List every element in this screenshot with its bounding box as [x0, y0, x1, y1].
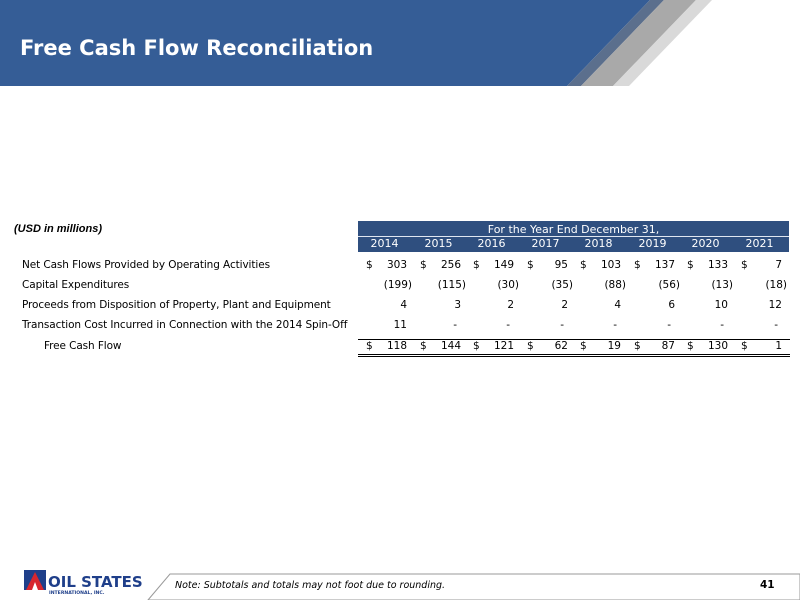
cell-value: (56): [658, 279, 680, 291]
cell-value: 121: [493, 340, 514, 352]
units-label: (USD in millions): [14, 223, 102, 235]
table-cell: [420, 259, 465, 275]
cell-value: 87: [661, 340, 675, 352]
table-cell: [741, 299, 786, 315]
cell-value: (30): [497, 279, 519, 291]
cell-value: 3: [454, 299, 461, 311]
header-banner: [0, 0, 800, 86]
cell-value: 256: [440, 259, 461, 271]
row-label: Free Cash Flow: [44, 340, 122, 352]
table-cell: [366, 299, 411, 315]
page-number: 41: [760, 579, 775, 591]
table-cell: [527, 319, 572, 335]
year-header-row: [358, 237, 789, 250]
page-title: Free Cash Flow Reconciliation: [20, 36, 374, 60]
table-row: [0, 279, 800, 295]
currency-symbol: $: [634, 259, 641, 271]
cell-value: -: [667, 319, 671, 331]
row-label: Capital Expenditures: [22, 279, 130, 291]
currency-symbol: $: [580, 340, 587, 352]
cell-value: (13): [711, 279, 733, 291]
table-cell: [580, 279, 625, 295]
cell-value: 144: [440, 340, 461, 352]
cell-value: 6: [668, 299, 675, 311]
cell-value: 4: [614, 299, 621, 311]
cell-value: (115): [437, 279, 466, 291]
cell-value: 133: [707, 259, 728, 271]
table-cell: [634, 319, 679, 335]
cell-value: -: [560, 319, 564, 331]
cell-value: 1: [775, 340, 782, 352]
currency-symbol: $: [473, 340, 480, 352]
table-cell: [634, 259, 679, 275]
footnote: Note: Subtotals and totals may not foot due to rounding.: [175, 580, 446, 591]
year-header: 2017: [531, 237, 560, 250]
table-cell: [687, 279, 732, 295]
currency-symbol: $: [420, 340, 427, 352]
year-header: 2019: [638, 237, 667, 250]
currency-symbol: $: [527, 340, 534, 352]
cell-value: (199): [383, 279, 412, 291]
cell-value: (35): [551, 279, 573, 291]
cell-value: 118: [386, 340, 407, 352]
table-cell: [687, 319, 732, 335]
year-header: 2021: [745, 237, 774, 250]
currency-symbol: $: [741, 259, 748, 271]
year-header: 2016: [477, 237, 506, 250]
table-cell: [580, 319, 625, 335]
currency-symbol: $: [527, 259, 534, 271]
cell-value: -: [453, 319, 457, 331]
cell-value: 2: [561, 299, 568, 311]
table-row: [0, 259, 800, 275]
currency-symbol: $: [580, 259, 587, 271]
footer: [0, 568, 800, 600]
row-label: Proceeds from Disposition of Property, Plant and Equipment: [22, 299, 331, 311]
table-cell: [527, 299, 572, 315]
currency-symbol: $: [687, 259, 694, 271]
table-cell: [580, 299, 625, 315]
table-cell: [527, 279, 572, 295]
currency-symbol: $: [687, 340, 694, 352]
table-cell: [473, 259, 518, 275]
table-cell: [366, 319, 411, 335]
table-cell: [580, 259, 625, 275]
year-header: 2018: [584, 237, 613, 250]
cell-value: 303: [386, 259, 407, 271]
table-cell: [366, 279, 411, 295]
cell-value: 11: [393, 319, 407, 331]
total-double-rule: [358, 354, 790, 355]
cell-value: 130: [707, 340, 728, 352]
cell-value: 103: [600, 259, 621, 271]
table-cell: [473, 319, 518, 335]
table-cell: [687, 299, 732, 315]
currency-symbol: $: [420, 259, 427, 271]
oil-states-logo: [24, 568, 143, 596]
cell-value: -: [720, 319, 724, 331]
cell-value: 12: [768, 299, 782, 311]
row-label: Net Cash Flows Provided by Operating Activities: [22, 259, 270, 271]
year-header: 2020: [691, 237, 720, 250]
currency-symbol: $: [366, 340, 373, 352]
logo-subtext: INTERNATIONAL, INC.: [49, 591, 105, 596]
period-label: For the Year End December 31,: [487, 223, 660, 236]
cell-value: 2: [507, 299, 514, 311]
cell-value: 137: [654, 259, 675, 271]
table-cell: [741, 279, 786, 295]
table-cell: [420, 299, 465, 315]
cell-value: 7: [775, 259, 782, 271]
table-cell: [741, 319, 786, 335]
cell-value: 149: [493, 259, 514, 271]
currency-symbol: $: [741, 340, 748, 352]
cell-value: -: [506, 319, 510, 331]
table-row: [0, 299, 800, 315]
cell-value: -: [613, 319, 617, 331]
total-double-rule: [358, 356, 790, 357]
logo-wordmark: OIL STATES: [48, 573, 143, 591]
currency-symbol: $: [473, 259, 480, 271]
year-header: 2014: [370, 237, 399, 250]
currency-symbol: $: [634, 340, 641, 352]
cell-value: -: [774, 319, 778, 331]
table-cell: [473, 279, 518, 295]
year-header: 2015: [424, 237, 453, 250]
table-header: [358, 221, 789, 252]
table-cell: [527, 259, 572, 275]
table-cell: [634, 279, 679, 295]
row-label: Transaction Cost Incurred in Connection with the 2014 Spin-Off: [22, 319, 348, 331]
cell-value: 95: [554, 259, 568, 271]
cell-value: 19: [607, 340, 621, 352]
cell-value: (18): [765, 279, 787, 291]
cell-value: (88): [604, 279, 626, 291]
table-cell: [366, 259, 411, 275]
table-cell: [741, 259, 786, 275]
table-cell: [420, 319, 465, 335]
cell-value: 4: [400, 299, 407, 311]
table-cell: [473, 299, 518, 315]
cell-value: 10: [714, 299, 728, 311]
cell-value: 62: [554, 340, 568, 352]
table-cell: [687, 259, 732, 275]
table-cell: [634, 299, 679, 315]
currency-symbol: $: [366, 259, 373, 271]
table-cell: [420, 279, 465, 295]
table-row: [0, 319, 800, 335]
